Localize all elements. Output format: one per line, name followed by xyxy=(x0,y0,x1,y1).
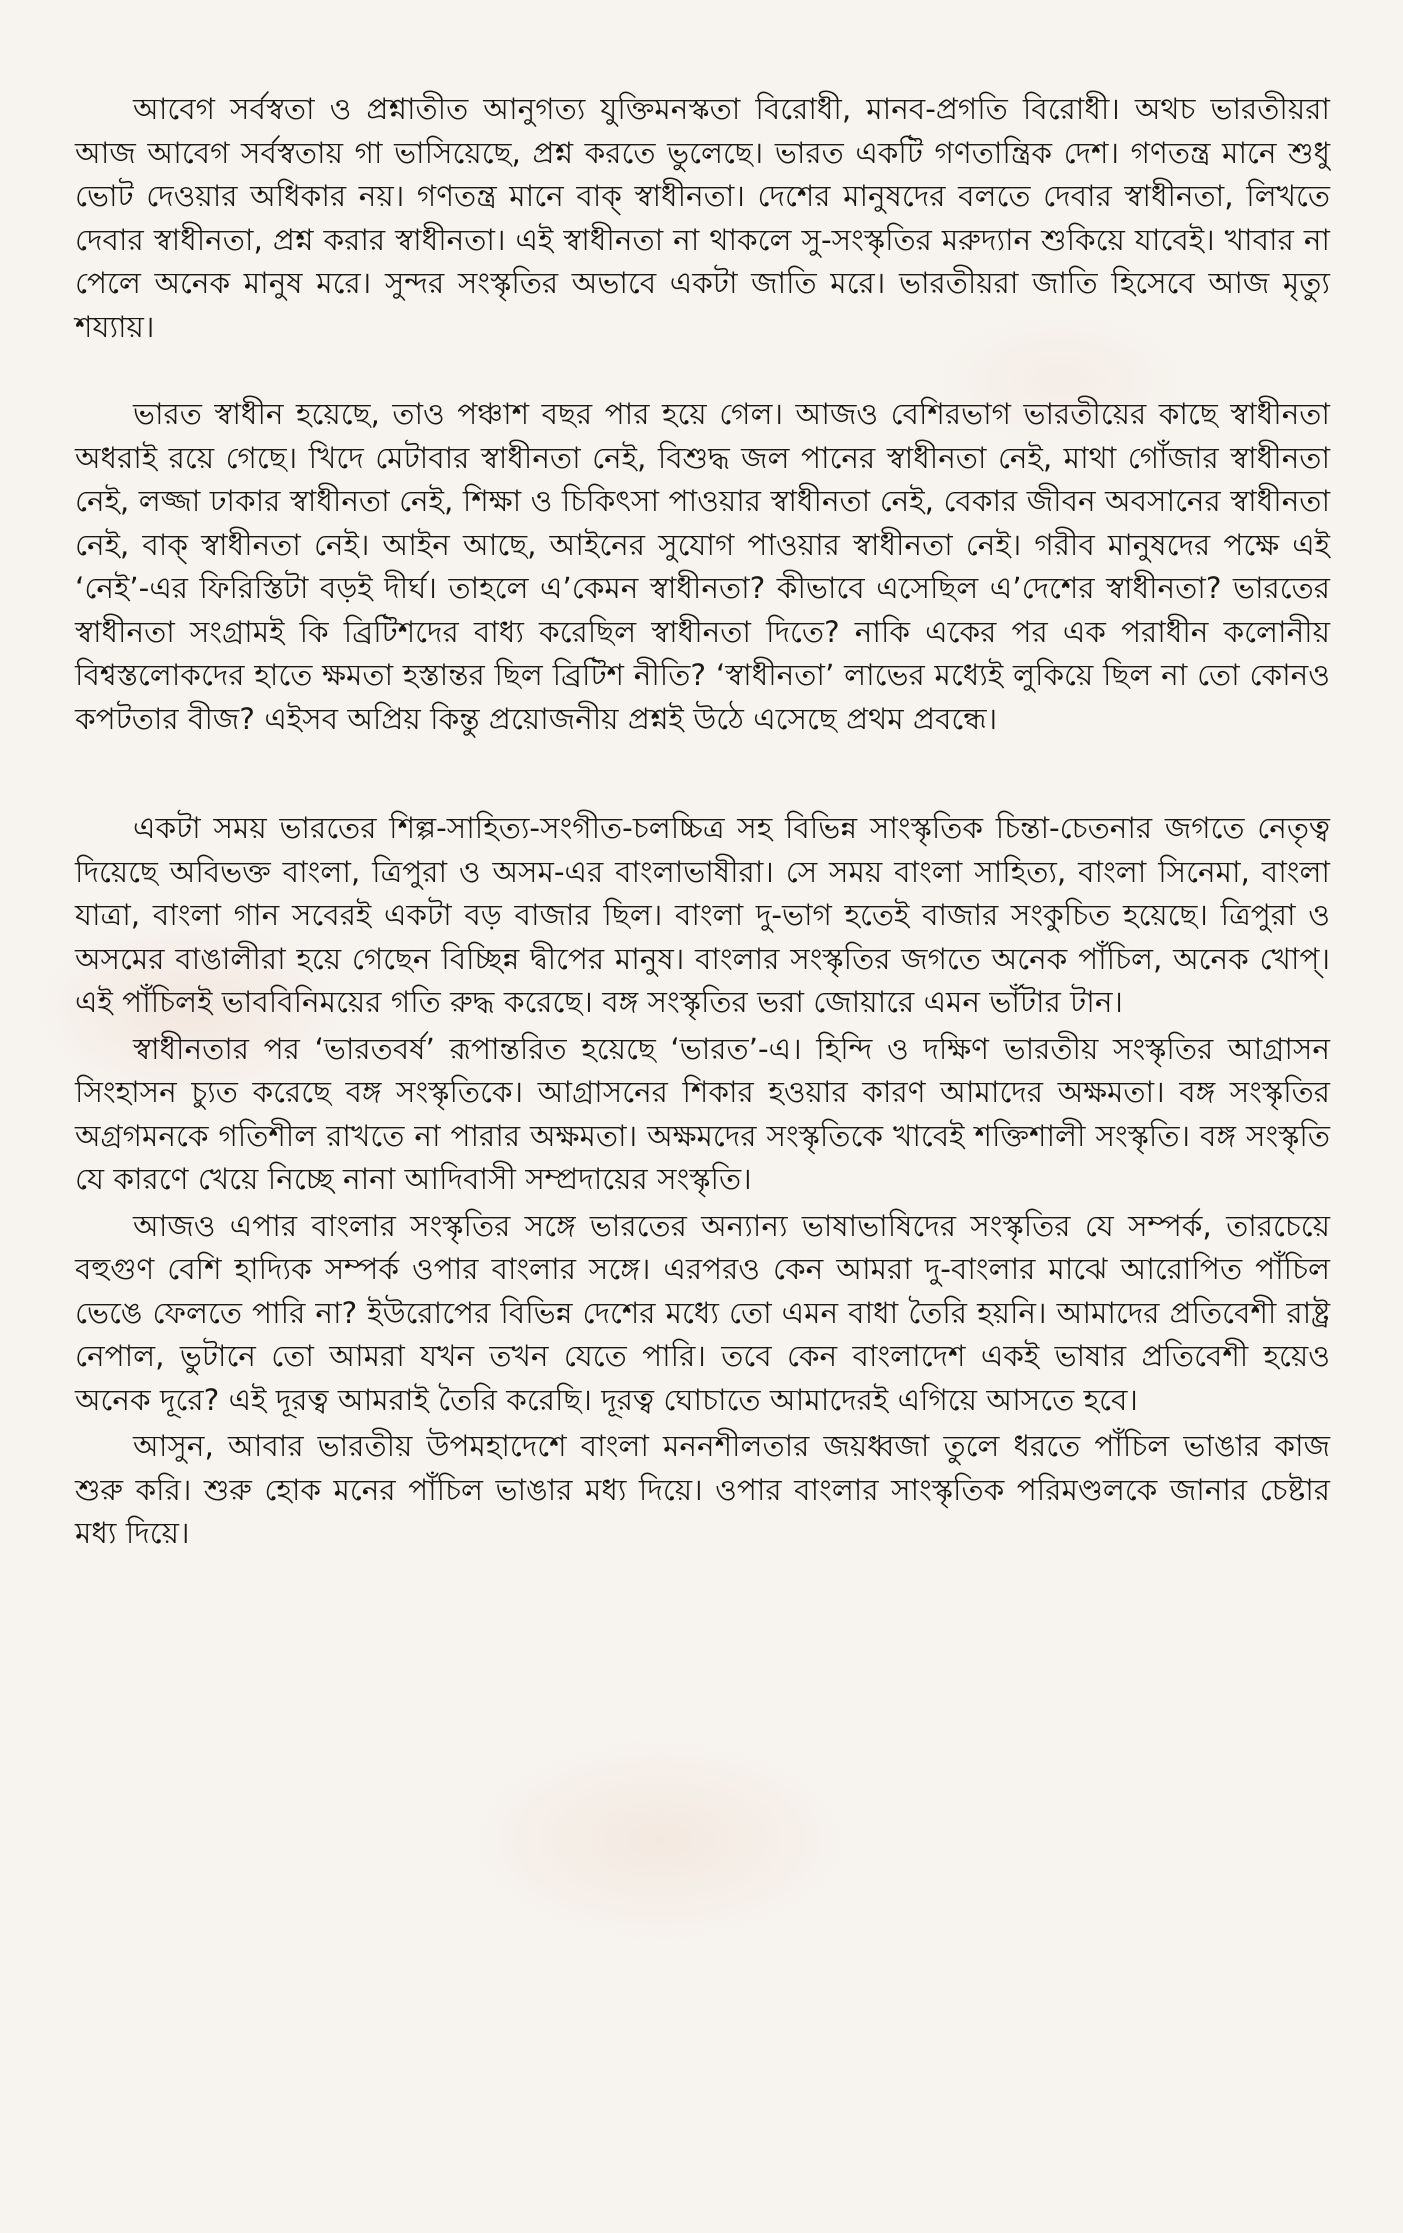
paragraph-4: স্বাধীনতার পর ‘ভারতবর্ষ’ রূপান্তরিত হয়েছে ‘ভারত’-এ। হিন্দি ও দক্ষিণ ভারতীয় সংস্কৃতির আগ্রাসন সিংহাসন চ্যুত করেছে বঙ্গ সংস্কৃতিকে। আগ্রাসনের শিকার হওয়ার কারণ আমাদের অক্ষমতা। বঙ্গ সংস্কৃতির অগ্রগমনকে গতিশীল রাখতে না পারার অক্ষমতা। অক্ষমদের সংস্কৃতিকে খাবেই শক্তিশালী সংস্কৃতি। বঙ্গ সংস্কৃতি যে কারণে খেয়ে নিচ্ছে নানা আদিবাসী সম্প্রদায়ের সংস্কৃতি। xyxy=(75,1031,1330,1196)
paragraph-3: একটা সময় ভারতের শিল্প-সাহিত্য-সংগীত-চলচ্চিত্র সহ বিভিন্ন সাংস্কৃতিক চিন্তা-চেতনার জগতে নেতৃত্ব দিয়েছে অবিভক্ত বাংলা, ত্রিপুরা ও অসম-এর বাংলাভাষীরা। সে সময় বাংলা সাহিত্য, বাংলা সিনেমা, বাংলা যাত্রা, বাংলা গান সবেরই একটা বড় বাজার ছিল। বাংলা দু-ভাগ হতেই বাজার সংকুচিত হয়েছে। ত্রিপুরা ও অসমের বাঙালীরা হয়ে গেছেন বিচ্ছিন্ন দ্বীপের মানুষ। বাংলার সংস্কৃতির জগতে অনেক পাঁচিল, অনেক খোপ্। এই পাঁচিলই ভাববিনিময়ের গতি রুদ্ধ করেছে। বঙ্গ সংস্কৃতির ভরা জোয়ারে এমন ভাঁটার টান। xyxy=(75,811,1330,1019)
paragraph-5: আজও এপার বাংলার সংস্কৃতির সঙ্গে ভারতের অন্যান্য ভাষাভাষিদের সংস্কৃতির যে সম্পর্ক, তারচেয়ে বহুগুণ বেশি হাদ্যিক সম্পর্ক ওপার বাংলার সঙ্গে। এরপরও কেন আমরা দু-বাংলার মাঝে আরোপিত পাঁচিল ভেঙে ফেলতে পারি না? ইউরোপের বিভিন্ন দেশের মধ্যে তো এমন বাধা তৈরি হয়নি। আমাদের প্রতিবেশী রাষ্ট্র নেপাল, ভুটানে তো আমরা যখন তখন যেতে পারি। তবে কেন বাংলাদেশ একই ভাষার প্রতিবেশী হয়েও অনেক দূরে? এই দূরত্ব আমরাই তৈরি করেছি। দূরত্ব ঘোচাতে আমাদেরই এগিয়ে আসতে হবে। xyxy=(75,1208,1330,1417)
paragraph-6: আসুন, আবার ভারতীয় উপমহাদেশে বাংলা মননশীলতার জয়ধ্বজা তুলে ধরতে পাঁচিল ভাঙার কাজ শুরু করি। শুরু হোক মনের পাঁচিল ভাঙার মধ্য দিয়ে। ওপার বাংলার সাংস্কৃতিক পরিমণ্ডলকে জানার চেষ্টার মধ্য দিয়ে। xyxy=(75,1429,1330,1550)
paragraph-2: ভারত স্বাধীন হয়েছে, তাও পঞ্চাশ বছর পার হয়ে গেল। আজও বেশিরভাগ ভারতীয়ের কাছে স্বাধীনতা অধরাই রয়ে গেছে। খিদে মেটাবার স্বাধীনতা নেই, বিশুদ্ধ জল পানের স্বাধীনতা নেই, মাথা গোঁজার স্বাধীনতা নেই, লজ্জা ঢাকার স্বাধীনতা নেই, শিক্ষা ও চিকিৎসা পাওয়ার স্বাধীনতা নেই, বেকার জীবন অবসানের স্বাধীনতা নেই, বাক্ স্বাধীনতা নেই। আইন আছে, আইনের সুযোগ পাওয়ার স্বাধীনতা নেই। গরীব মানুষদের পক্ষে এই ‘নেই’-এর ফিরিস্তিটা বড়ই দীর্ঘ। তাহলে এ’কেমন স্বাধীনতা? কীভাবে এসেছিল এ’দেশের স্বাধীনতা? ভারতের স্বাধীনতা সংগ্রামই কি ব্রিটিশদের বাধ্য করেছিল স্বাধীনতা দিতে? নাকি একের পর এক পরাধীন কলোনীয় বিশ্বস্তলোকদের হাতে ক্ষমতা হস্তান্তর ছিল ব্রিটিশ নীতি? ‘স্বাধীনতা’ লাভের মধ্যেই লুকিয়ে ছিল না তো কোনও কপটতার বীজ? এইসব অপ্রিয় কিন্তু প্রয়োজনীয় প্রশ্নই উঠে এসেছে প্রথম প্রবন্ধে। xyxy=(75,397,1330,736)
document-body xyxy=(75,88,1330,1556)
paragraph-1: আবেগ সর্বস্বতা ও প্রশ্নাতীত আনুগত্য যুক্তিমনস্কতা বিরোধী, মানব-প্রগতি বিরোধী। অথচ ভারতীয়রা আজ আবেগ সর্বস্বতায় গা ভাসিয়েছে, প্রশ্ন করতে ভুলেছে। ভারত একটি গণতান্ত্রিক দেশ। গণতন্ত্র মানে শুধু ভোট দেওয়ার অধিকার নয়। গণতন্ত্র মানে বাক্ স্বাধীনতা। দেশের মানুষদের বলতে দেবার স্বাধীনতা, লিখতে দেবার স্বাধীনতা, প্রশ্ন করার স্বাধীনতা। এই স্বাধীনতা না থাকলে সু-সংস্কৃতির মরুদ্যান শুকিয়ে যাবেই। খাবার না পেলে অনেক মানুষ মরে। সুন্দর সংস্কৃতির অভাবে একটা জাতি মরে। ভারতীয়রা জাতি হিসেবে আজ মৃত্যু শয্যায়। xyxy=(75,92,1330,344)
